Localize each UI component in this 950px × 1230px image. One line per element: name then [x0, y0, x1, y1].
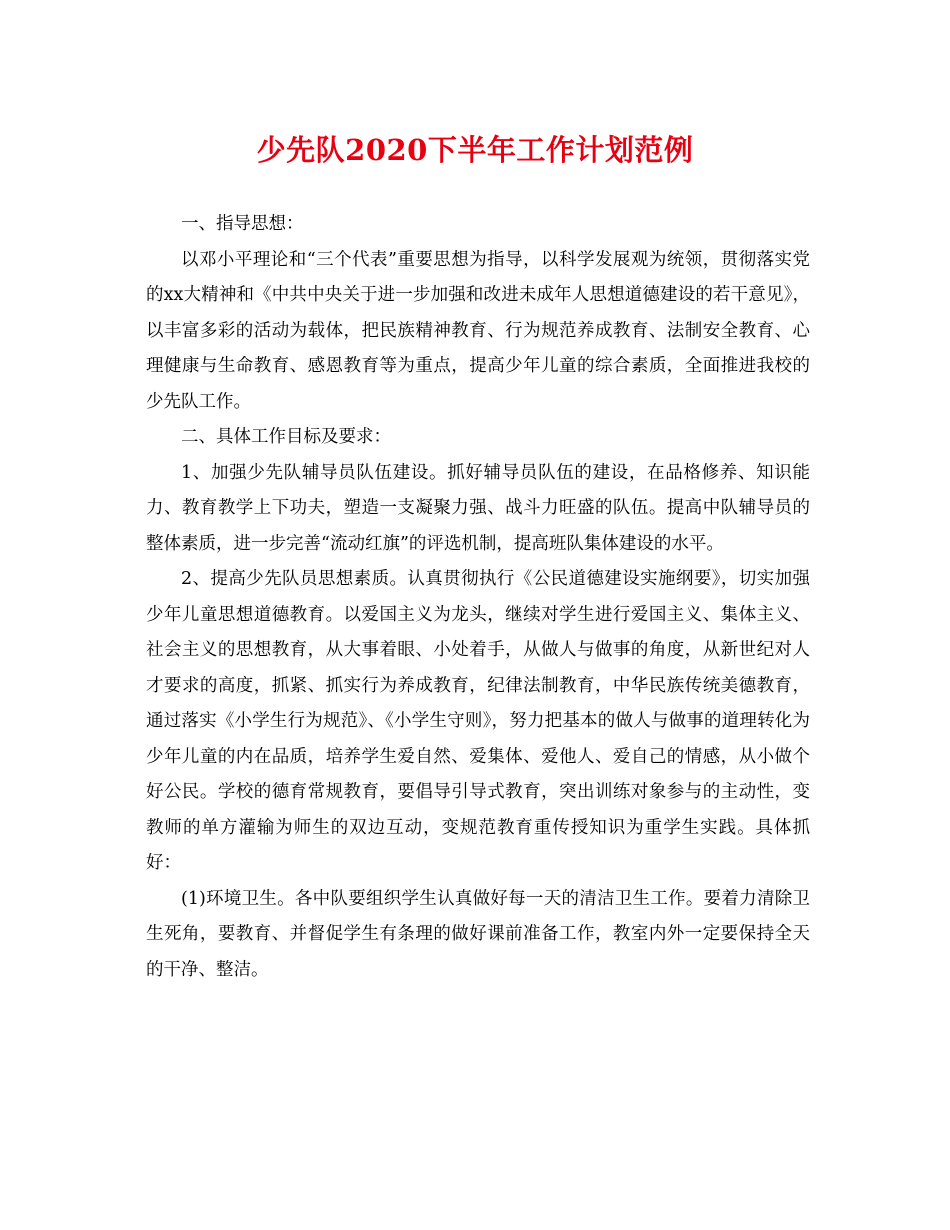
paragraph-environment-hygiene: (1)环境卫生。各中队要组织学生认真做好每一天的清洁卫生工作。要着力清除卫生死角，要教育、并督促学生有条理的做好课前准备工作，教室内外一定要保持全天的干净、整洁。	[146, 888, 810, 980]
section-heading-goals: 二、具体工作目标及要求：	[181, 427, 391, 447]
document-title: 少先队2020下半年工作计划范例	[256, 133, 694, 167]
paragraph-goal-1: 1、加强少先队辅导员队伍建设。抓好辅导员队伍的建设，在品格修养、知识能力、教育教学上下功夫，塑造一支凝聚力强、战斗力旺盛的队伍。提高中队辅导员的整体素质，进一步完善“流动红旗”的评选机制，提高班队集体建设的水平。	[146, 462, 810, 554]
paragraph-guiding-thought: 以邓小平理论和“三个代表”重要思想为指导，以科学发展观为统领，贯彻落实党的xx大精神和《中共中央关于进一步加强和改进未成年人思想道德建设的若干意见》，以丰富多彩的活动为载体，把民族精神教育、行为规范养成教育、法制安全教育、心理健康与生命教育、感恩教育等为重点，提高少年儿童的综合素质，全面推进我校的少先队工作。	[146, 249, 810, 412]
paragraph-goal-2: 2、提高少先队员思想素质。认真贯彻执行《公民道德建设实施纲要》，切实加强少年儿童思想道德教育。以爱国主义为龙头，继续对学生进行爱国主义、集体主义、社会主义的思想教育，从大事着眼、小处着手，从做人与做事的角度，从新世纪对人才要求的高度，抓紧、抓实行为养成教育，纪律法制教育，中华民族传统美德教育，通过落实《小学生行为规范》、《小学生守则》，努力把基本的做人与做事的道理转化为少年儿童的内在品质，培养学生爱自然、爱集体、爱他人、爱自己的情感，从小做个好公民。学校的德育常规教育，要倡导引导式教育，突出训练对象参与的主动性，变教师的单方灌输为师生的双边互动，变规范教育重传授知识为重学生实践。具体抓好：	[146, 569, 810, 873]
document-body	[146, 207, 810, 988]
section-heading-guiding-thought: 一、指导思想：	[181, 214, 304, 234]
